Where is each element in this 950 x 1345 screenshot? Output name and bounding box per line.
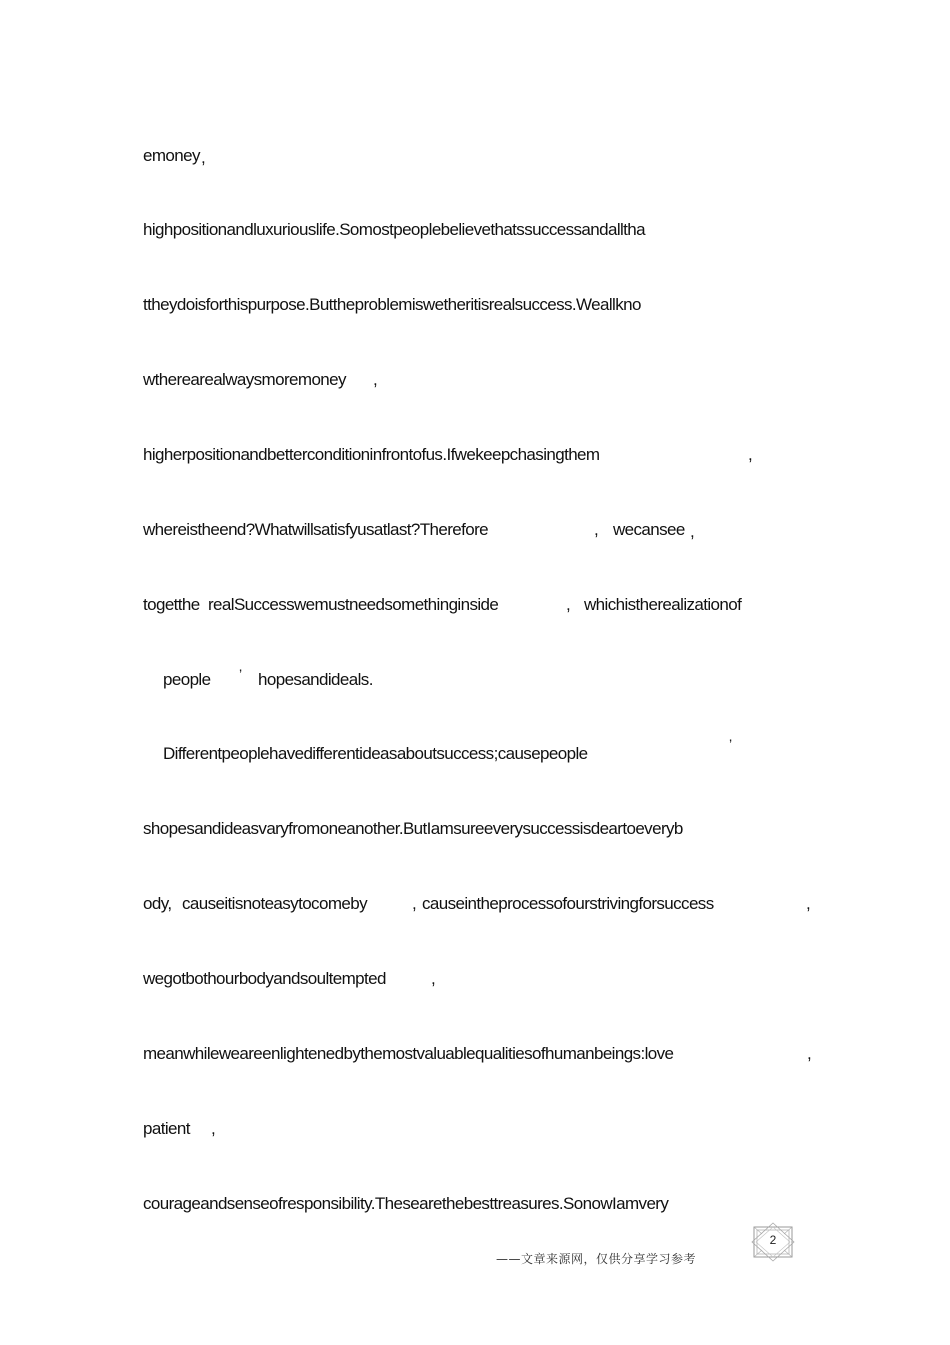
text-line: realSuccesswemustneedsomethinginside [208, 595, 499, 614]
source-note: ——文章来源网，仅供分享学习参考 [496, 1252, 697, 1266]
text-line: shopesandideasvaryfromoneanother.ButIamsureeverysuccessisdeartoeveryb [143, 819, 683, 838]
punctuation: , [806, 894, 811, 913]
text-fragment: togetthe [143, 595, 200, 614]
text-line: highpositionandluxuriouslife.Somostpeoplebelievethatssuccessandalltha [143, 220, 646, 239]
text-fragment: hopesandideals. [258, 670, 373, 689]
apostrophe: ’ [239, 666, 243, 682]
punctuation: , [690, 522, 695, 541]
text-fragment: ody, [143, 894, 172, 913]
punctuation: , [412, 894, 417, 913]
text-line: wegotbothourbodyandsoultempted [143, 969, 386, 988]
punctuation: , [201, 148, 206, 167]
punctuation: , [373, 370, 378, 389]
text-line: Differentpeoplehavedifferentideasaboutsuccess;causepeople [163, 744, 588, 763]
text-line: emoney [143, 146, 200, 165]
page-number: 2 [769, 1233, 777, 1247]
text-fragment: causeitisnoteasytocomeby [182, 894, 367, 913]
text-line: wtherearealwaysmoremoney [143, 370, 346, 389]
page-number-badge [750, 1222, 796, 1262]
punctuation: , [566, 595, 571, 614]
punctuation: , [807, 1044, 812, 1063]
text-fragment: whichistherealizationof [584, 595, 742, 614]
punctuation: , [594, 520, 599, 539]
punctuation: , [748, 445, 753, 464]
text-line: courageandsenseofresponsibility.Thesearethebesttreasures.SonowIamvery [143, 1194, 669, 1213]
text-line: higherpositionandbetterconditioninfrontofus.Ifwekeepchasingthem [143, 445, 600, 464]
punctuation: , [431, 969, 436, 988]
text-line: whereistheend?Whatwillsatisfyusatlast?Therefore [143, 520, 489, 539]
text-line: ttheydoisforthispurpose.Buttheproblemiswetheritisrealsuccess.Weallkno [143, 295, 641, 314]
punctuation: , [211, 1119, 216, 1138]
apostrophe: ’ [729, 736, 733, 752]
text-fragment: people [163, 670, 211, 689]
text-line: meanwhileweareenlightenedbythemostvaluablequalitiesofhumanbeings:love [143, 1044, 674, 1063]
text-fragment: wecansee [613, 520, 685, 539]
text-line: patient [143, 1119, 190, 1138]
text-fragment: causeintheprocessofourstrivingforsuccess [422, 894, 714, 913]
